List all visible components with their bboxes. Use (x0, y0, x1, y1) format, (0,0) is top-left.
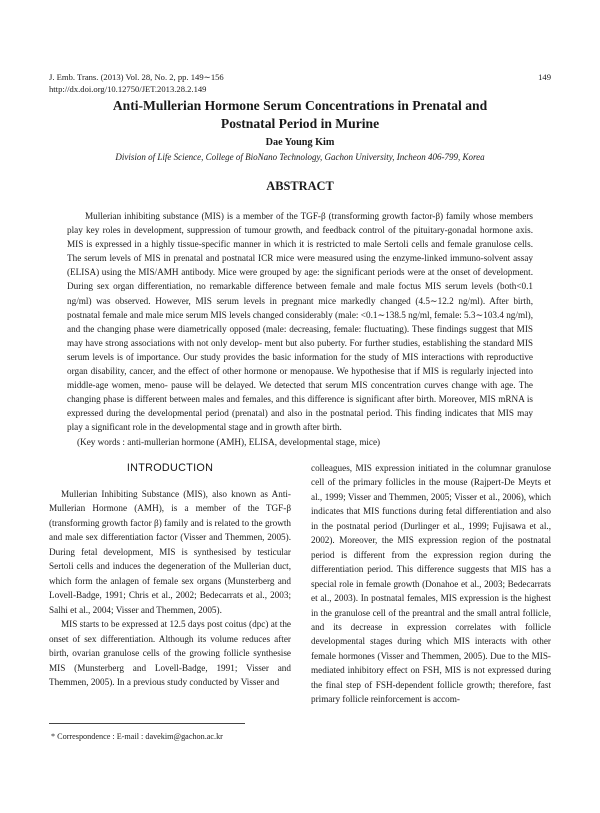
abstract-block (67, 209, 533, 449)
correspondence-footnote: * Correspondence : E-mail : davekim@gachon.ac.kr (51, 732, 223, 741)
running-header (49, 71, 551, 95)
intro-paragraph-1: Mullerian Inhibiting Substance (MIS), also known as Anti-Mullerian Hormone (AMH), is a member of the TGF-β (transforming growth factor β) family and is related to the growth and male sex differentiation factor (Visser and Themmen, 2005). During fetal development, MIS is synthesised by testicular Sertoli cells and induces the degeneration of the Mullerian duct, which form the anlagen of female sex organs (Munsterberg and Lovell-Badge, 1991; Chris et al., 2002; Bedecarrats et al., 2003; Salhi et al., 2004; Visser and Themmen, 2005). (49, 488, 291, 615)
footnote-rule (49, 723, 245, 724)
page-number: 149 (538, 72, 551, 82)
right-column-text: colleagues, MIS expression initiated in the columnar granulose cell of the primary follicles in the mouse (Rajpert-De Meyts et al., 1999; Visser and Themmen, 2005; Visser et al., 2006), which indicates that MIS functions during fetal differentiation and also in the postnatal period (Durlinger et al., 1999; Fujisawa et al., 2002). Moreover, the MIS expression region of the postnatal period is different from the expression region during the differentiation period. This difference suggests that MIS has a special role in female growth (Donahoe et al., 2003; Bedecarrats et al., 2003). In postnatal females, MIS expression is the highest in the granulose cell of the preantral and the small antral follicle, and its decrease in expression correlates with follicle developmental stages during which MIS interacts with other female hormones (Visser and Themmen, 2005). Due to the MIS-mediated inhibitory effect on FSH, MIS is not expressed during the final step of FSH-dependent follicle growth; therefore, fast primary follicle reinforcement is accom- (311, 463, 551, 705)
intro-paragraph-2: MIS starts to be expressed at 12.5 days post coitus (dpc) at the onset of sex differentiation. Although its volume reduces after birth, ovarian granulose cells of the growing follicle synthesise MIS (Munsterberg and Lovell-Badge, 1991; Visser and Themmen, 2005). In a previous study conducted by Visser and (49, 619, 291, 687)
author-affiliation: Division of Life Science, College of BioNano Technology, Gachon University, Incheon 406-799, Korea (115, 152, 485, 162)
author-name: Dae Young Kim (265, 137, 335, 148)
abstract-heading: ABSTRACT (266, 179, 334, 193)
introduction-heading: INTRODUCTION (126, 462, 214, 474)
title-line-2: Postnatal Period in Murine (220, 116, 380, 131)
abstract-text: Mullerian inhibiting substance (MIS) is a member of the TGF-β (transforming growth factor-β) family whose members play key roles in development, suppression of tumour growth, and feedback control of the pituitary-gonadal hormone axis. MIS is expressed in a highly tissue-specific manner in which it is restricted to male Sertoli cells and female granulose cells. The serum levels of MIS in prenatal and postnatal ICR mice were measured using the enzyme-linked immuno-solvent assay (ELISA) using the MIS/AMH antibody. Mice were grouped by age: the significant periods were at the onset of development. During sex organ differentiation, no remarkable difference between female and male foctus MIS serum levels (both<0.1 ng/ml) was observed. However, MIS serum levels in pregnant mice markedly changed (4.5∼12.2 ng/ml). After birth, postnatal female and male mice serum MIS levels changed considerably (male: <0.1∼138.5 ng/ml, female: 5.3∼103.4 ng/ml), and the changing phase were diametrically opposed (male: decreasing, female: fluctuating). These findings suggest that MIS may have strong associations with not only develop- ment but also puberty. For further studies, establishing the standard MIS serum levels is of importance. Our study provides the basic information for the study of MIS interactions with reproductive organ disability, cancer, and the effect of other hormone or menopause. We hypothesise that if MIS is regularly injected into middle-age women, meno- pause will be delayed. We detected that serum MIS concentration curves change with age. The changing phase is different between males and females, and this difference is significant after birth. Moreover, MIS mRNA is expressed during the developmental period (prenatal) and also in the postnatal period. This finding indicates that MIS may play a significant role in the developmental stage and in growth after birth. (67, 211, 533, 433)
left-column (49, 461, 291, 690)
title-line-1: Anti-Mullerian Hormone Serum Concentrations in Prenatal and (112, 98, 488, 113)
right-column (311, 461, 551, 707)
keywords: (Key words : anti-mullerian hormone (AMH), ELISA, developmental stage, mice) (77, 436, 381, 447)
paper-title (40, 97, 560, 133)
journal-citation: J. Emb. Trans. (2013) Vol. 28, No. 2, pp. 149∼156 (49, 72, 224, 82)
doi-link[interactable]: http://dx.doi.org/10.12750/JET.2013.28.2.149 (49, 84, 207, 94)
